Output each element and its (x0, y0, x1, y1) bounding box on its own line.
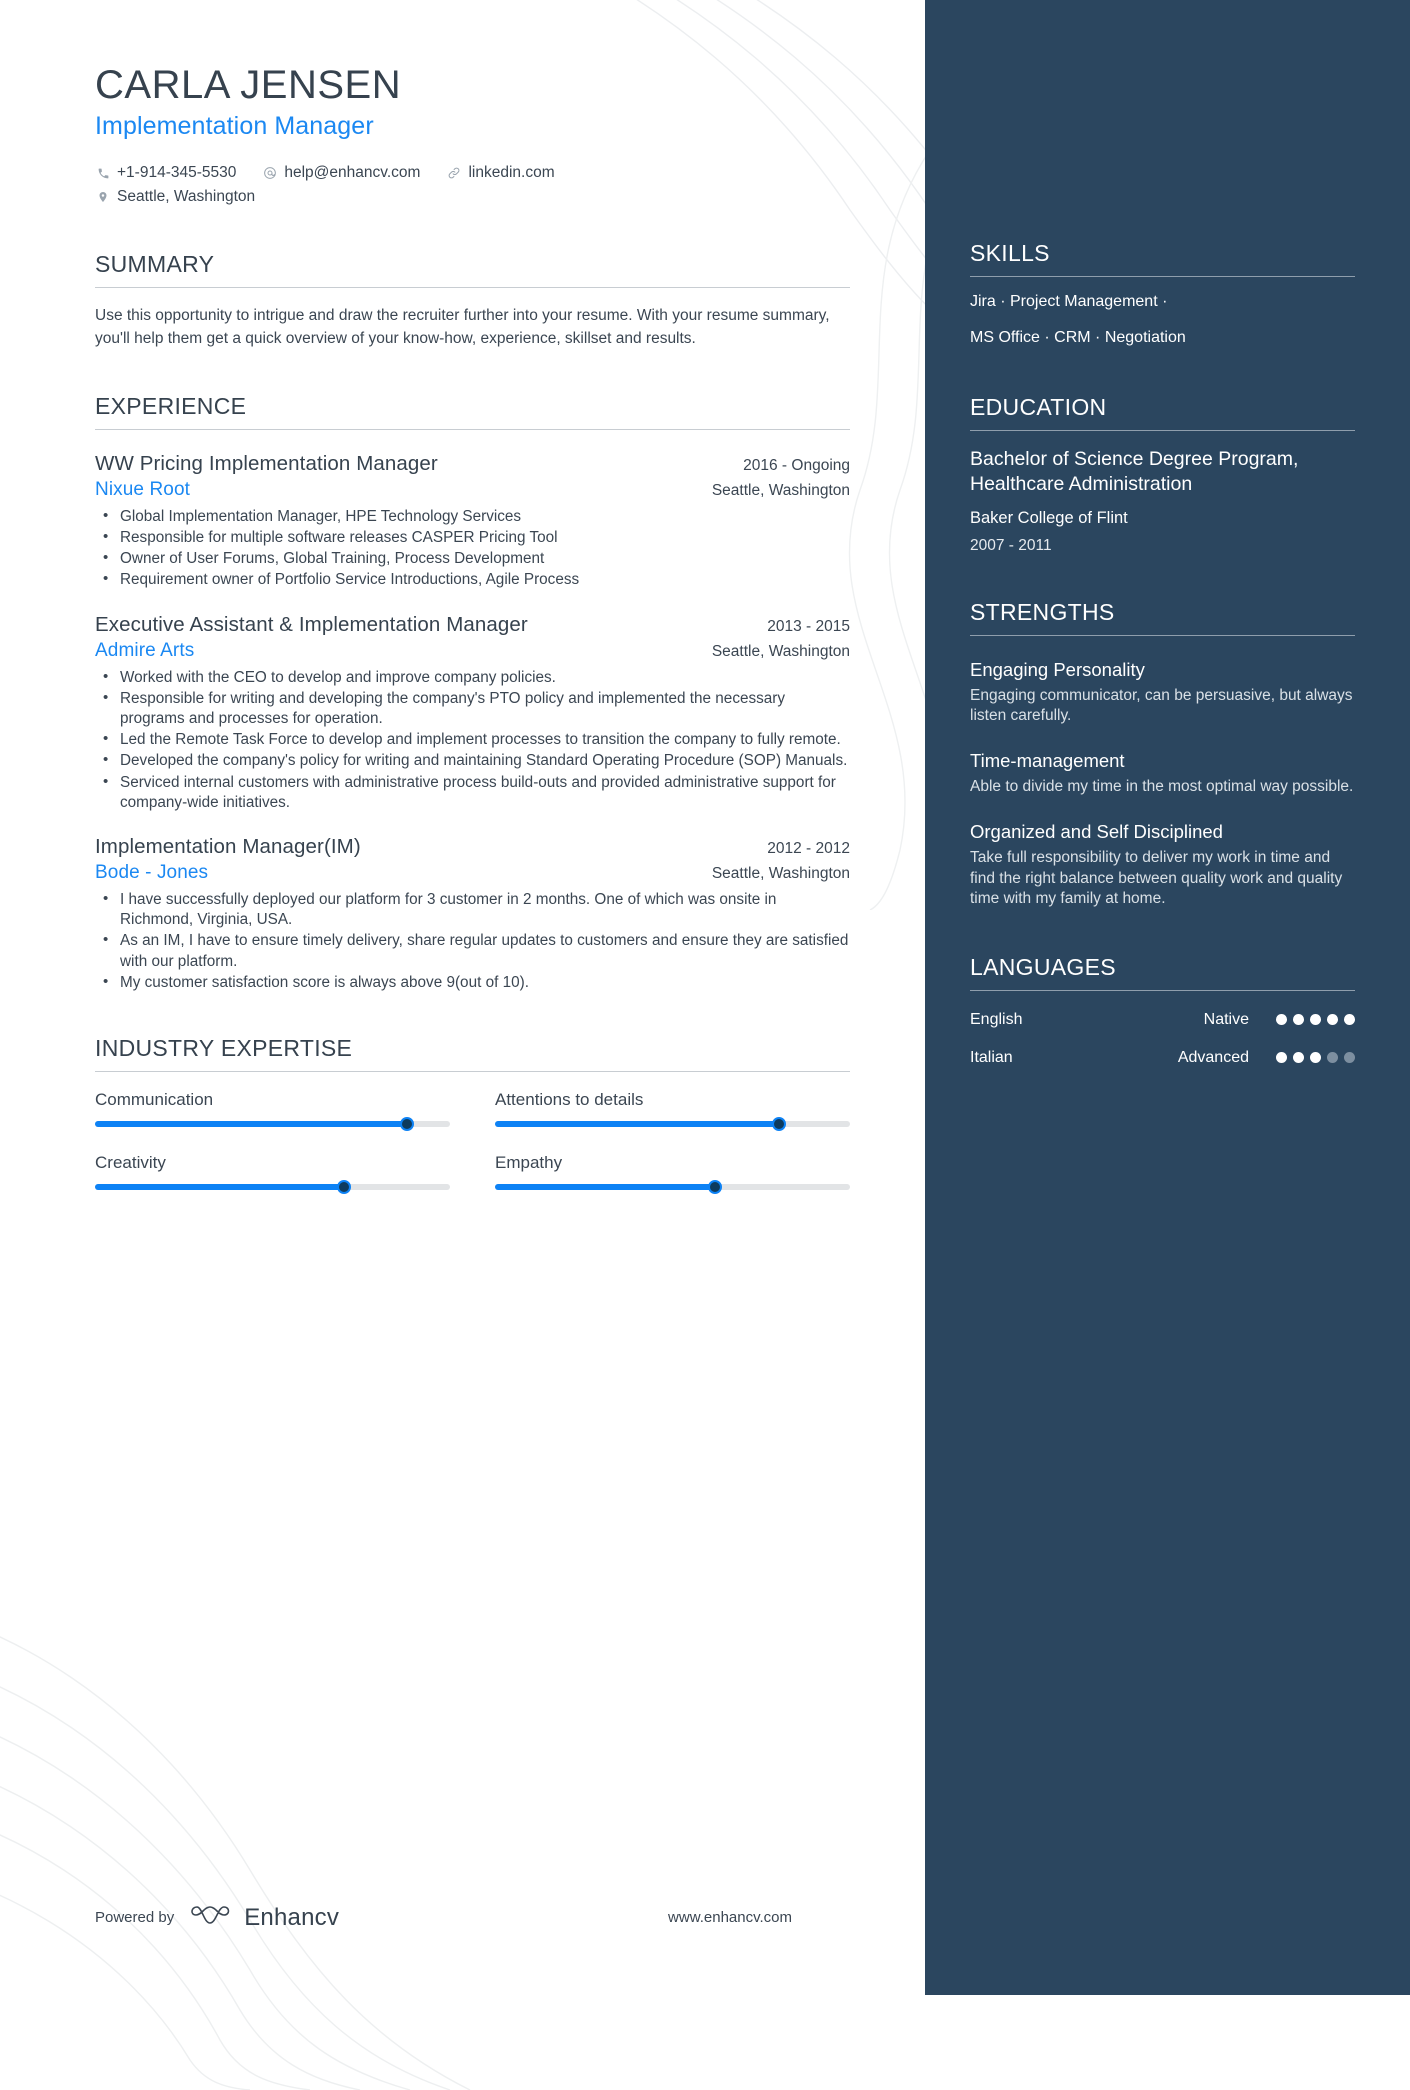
contact-location (95, 185, 255, 209)
rating-dot (1310, 1052, 1321, 1063)
experience-entry-head (95, 613, 850, 637)
contact-block (95, 161, 850, 209)
job-bullet: • Serviced internal customers with administrative process build-outs and provided administrative support for company-wide initiatives. (95, 773, 850, 813)
experience-entry-head (95, 835, 850, 859)
skills-line: MS Office · CRM · Negotiation (970, 329, 1186, 347)
job-bullet: • Developed the company's policy for writing and maintaining Standard Operating Procedure (SOP) Manuals. (95, 751, 850, 771)
contact-location-text: Seattle, Washington (117, 188, 256, 206)
experience-entry-head (95, 452, 850, 476)
industry-expertise-heading: INDUSTRY EXPERTISE (95, 1035, 850, 1072)
job-title: WW Pricing Implementation Manager (95, 451, 438, 475)
expertise-slider[interactable] (95, 1184, 450, 1190)
rating-dot (1327, 1052, 1338, 1063)
rating-dot (1293, 1052, 1304, 1063)
experience-entry (95, 452, 850, 591)
expertise-label: Creativity (95, 1152, 166, 1172)
candidate-name: CARLA JENSEN (95, 63, 402, 107)
job-company[interactable]: Nixue Root (95, 478, 190, 500)
website-url[interactable]: www.enhancv.com (668, 1909, 792, 1926)
contact-phone-text: +1-914-345-5530 (117, 164, 237, 181)
expertise-slider-knob[interactable] (772, 1117, 786, 1131)
job-bullet: • Worked with the CEO to develop and improve company policies. (95, 668, 850, 688)
email-icon (262, 166, 278, 180)
expertise-slider-fill (95, 1121, 407, 1127)
job-company[interactable]: Admire Arts (95, 639, 195, 661)
expertise-slider-fill (495, 1121, 779, 1127)
job-location: Seattle, Washington (711, 481, 850, 499)
enhancv-wordmark: Enhancv (244, 1903, 340, 1931)
language-name: English (970, 1010, 1023, 1028)
language-rating-dots (1267, 1052, 1355, 1063)
expertise-item (495, 1090, 850, 1127)
expertise-grid (95, 1090, 850, 1190)
sidebar-section-strengths (970, 599, 1355, 910)
contact-phone[interactable] (95, 161, 236, 185)
rating-dot (1293, 1014, 1304, 1025)
experience-entry-sub (95, 640, 850, 662)
education-degree: Bachelor of Science Degree Program, Healthcare Administration (970, 447, 1299, 495)
contact-row-location (95, 185, 850, 209)
language-row (970, 1011, 1355, 1029)
skills-line: Jira · Project Management · (970, 293, 1168, 310)
sidebar-section-skills (970, 240, 1355, 350)
education-date: 2007 - 2011 (970, 536, 1052, 554)
link-icon (446, 166, 462, 180)
expertise-slider-fill (495, 1184, 715, 1190)
location-pin-icon (95, 190, 111, 204)
expertise-slider-knob[interactable] (337, 1180, 351, 1194)
contact-email[interactable] (262, 161, 420, 185)
strength-title: Engaging Personality (970, 658, 1145, 680)
job-date: 2016 - Ongoing (743, 456, 850, 474)
job-bullet: • As an IM, I have to ensure timely delivery, share regular updates to customers and ensure they are satisfied with our platform. (95, 931, 850, 971)
language-name: Italian (970, 1048, 1013, 1066)
skills-heading: SKILLS (970, 240, 1355, 277)
job-bullet: • Global Implementation Manager, HPE Technology Services (95, 507, 850, 527)
rating-dot (1310, 1014, 1321, 1025)
strength-desc: Able to divide my time in the most optimal way possible. (970, 778, 1354, 796)
job-bullets (95, 668, 850, 813)
job-bullet: • Owner of User Forums, Global Training, Process Development (95, 549, 850, 569)
job-date: 2013 - 2015 (767, 617, 850, 635)
rating-dot (1344, 1014, 1355, 1025)
experience-entry (95, 613, 850, 813)
education-school: Baker College of Flint (970, 508, 1128, 527)
strength-item (970, 749, 1355, 798)
sidebar-section-languages (970, 954, 1355, 1067)
job-bullet: • I have successfully deployed our platform for 3 customer in 2 months. One of which was onsite in Richmond, Virginia, USA. (95, 890, 850, 930)
job-bullet: • Responsible for multiple software releases CASPER Pricing Tool (95, 528, 850, 548)
expertise-slider-knob[interactable] (708, 1180, 722, 1194)
language-rating-dots (1267, 1014, 1355, 1025)
job-bullet: • Requirement owner of Portfolio Service Introductions, Agile Process (95, 570, 850, 590)
enhancv-mark-icon (188, 1902, 234, 1933)
expertise-slider-fill (95, 1184, 344, 1190)
page-title (95, 62, 850, 141)
contact-linkedin[interactable] (446, 161, 554, 185)
sidebar (925, 0, 1410, 1995)
strength-title: Time-management (970, 750, 1125, 772)
candidate-role: Implementation Manager (95, 112, 374, 140)
language-level: Advanced (1177, 1048, 1249, 1066)
rating-dot (1276, 1014, 1287, 1025)
enhancv-logo[interactable] (188, 1902, 339, 1933)
education-heading: EDUCATION (970, 394, 1355, 431)
expertise-item (95, 1090, 450, 1127)
contact-email-text: help@enhancv.com (284, 164, 421, 181)
job-location: Seattle, Washington (711, 864, 850, 882)
strength-item (970, 658, 1355, 727)
expertise-slider[interactable] (495, 1121, 850, 1127)
page-footer (95, 1902, 925, 1933)
expertise-slider-knob[interactable] (400, 1117, 414, 1131)
rating-dot (1276, 1052, 1287, 1063)
contact-row-primary (95, 161, 850, 185)
section-experience (95, 393, 850, 993)
summary-text: Use this opportunity to intrigue and draw the recruiter further into your resume. With your resume summary, you'll help them get a quick overview of your know-how, experience, skillset and results. (95, 307, 830, 347)
contact-linkedin-text: linkedin.com (468, 164, 555, 181)
expertise-label: Communication (95, 1089, 214, 1109)
rating-dot (1344, 1052, 1355, 1063)
job-title: Executive Assistant & Implementation Manager (95, 612, 528, 636)
job-bullet: • My customer satisfaction score is always above 9(out of 10). (95, 973, 850, 993)
expertise-item (95, 1153, 450, 1190)
strength-item (970, 820, 1355, 910)
job-title: Implementation Manager(IM) (95, 834, 361, 858)
strength-desc: Engaging communicator, can be persuasive, but always listen carefully. (970, 686, 1353, 725)
rating-dot (1327, 1014, 1338, 1025)
expertise-slider[interactable] (495, 1184, 850, 1190)
job-company[interactable]: Bode - Jones (95, 861, 209, 883)
strength-desc: Take full responsibility to deliver my work in time and find the right balance between quality work and quality time with my family at home. (970, 848, 1343, 908)
language-row (970, 1049, 1355, 1067)
strength-title: Organized and Self Disciplined (970, 820, 1223, 842)
phone-icon (95, 167, 111, 180)
job-date: 2012 - 2012 (767, 839, 850, 857)
job-location: Seattle, Washington (711, 642, 850, 660)
expertise-label: Attentions to details (495, 1089, 644, 1109)
job-bullet: • Led the Remote Task Force to develop and implement processes to transition the company to fully remote. (95, 730, 850, 750)
experience-entry (95, 835, 850, 993)
job-bullet: • Responsible for writing and developing the company's PTO policy and implemented the necessary programs and processes for operation. (95, 689, 850, 729)
languages-heading: LANGUAGES (970, 954, 1355, 991)
section-industry-expertise (95, 1035, 850, 1190)
language-level: Native (1203, 1010, 1249, 1028)
sidebar-section-education (970, 394, 1355, 555)
expertise-label: Empathy (495, 1152, 563, 1172)
job-bullets (95, 507, 850, 591)
strengths-heading: STRENGTHS (970, 599, 1355, 636)
experience-entry-sub (95, 479, 850, 501)
job-bullets (95, 890, 850, 993)
summary-heading: SUMMARY (95, 251, 850, 288)
expertise-slider[interactable] (95, 1121, 450, 1127)
experience-entry-sub (95, 862, 850, 884)
section-summary (95, 251, 850, 351)
experience-heading: EXPERIENCE (95, 393, 850, 430)
powered-by-label: Powered by (95, 1909, 175, 1926)
expertise-item (495, 1153, 850, 1190)
